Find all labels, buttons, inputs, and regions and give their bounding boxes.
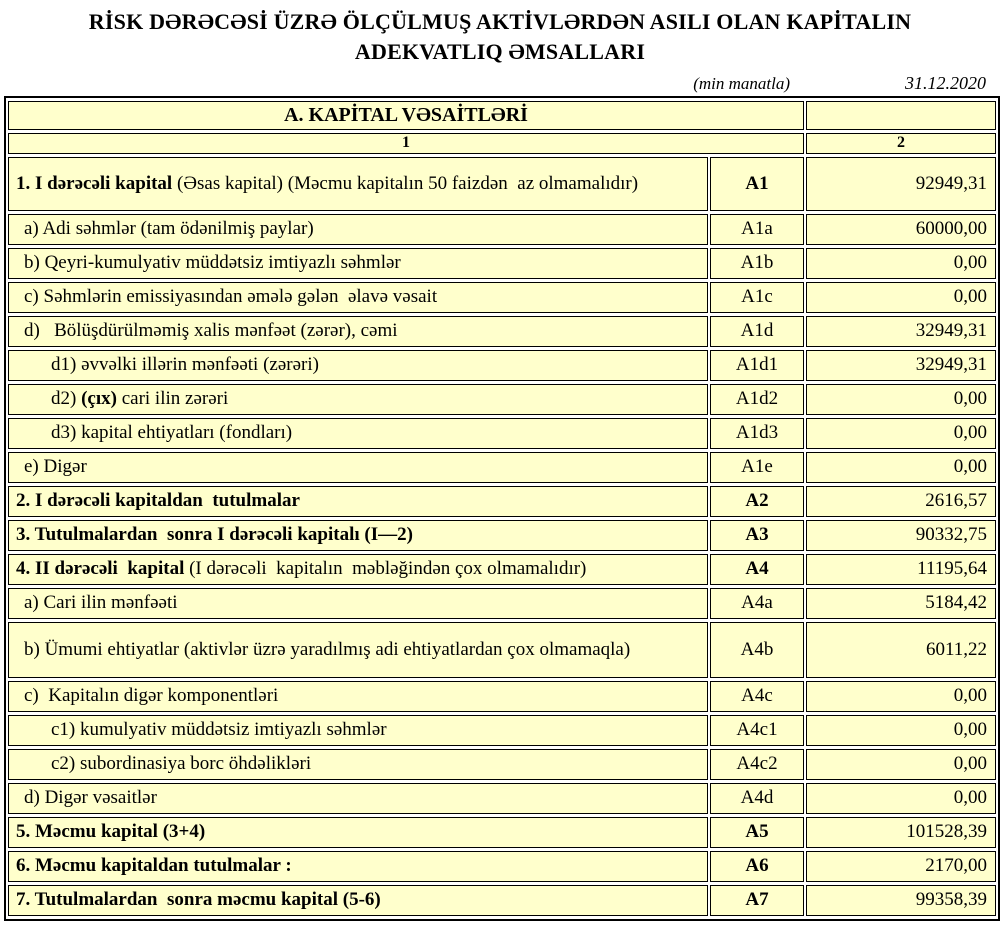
row-label-cell — [8, 248, 708, 279]
row-code-cell: A1d — [710, 316, 804, 347]
row-value-cell: 11195,64 — [806, 554, 996, 585]
row-label-cell — [8, 157, 708, 211]
row-code-cell: A1d1 — [710, 350, 804, 381]
row-label-segment: d1) əvvəlki illərin mənfəəti (zərəri) — [51, 354, 319, 376]
row-value-cell: 0,00 — [806, 715, 996, 746]
row-label-segment: d3) kapital ehtiyatları (fondları) — [51, 422, 293, 444]
row-value-cell: 0,00 — [806, 783, 996, 814]
row-code-cell: A4b — [710, 622, 804, 678]
row-label-cell — [8, 783, 708, 814]
row-label-cell — [8, 715, 708, 746]
table-row — [8, 214, 996, 245]
row-label-cell — [8, 316, 708, 347]
row-value-cell: 0,00 — [806, 749, 996, 780]
table-row — [8, 588, 996, 619]
section-header-row — [8, 101, 996, 130]
row-label-segment: a) Adi səhmlər (tam ödənilmiş paylar) — [24, 218, 314, 240]
table-row — [8, 851, 996, 882]
row-label-segment: c) Kapitalın digər komponentləri — [24, 685, 279, 707]
row-label-segment: 3. Tutulmalardan sonra I dərəcəli kapitalı (I—2) — [16, 524, 413, 546]
row-label-segment: e) Digər — [24, 456, 87, 478]
row-value-cell: 90332,75 — [806, 520, 996, 551]
row-code-cell: A1d3 — [710, 418, 804, 449]
row-label-cell — [8, 749, 708, 780]
capital-table-body — [8, 101, 996, 915]
row-label-segment: d) Digər vəsaitlər — [24, 787, 157, 809]
row-value-cell: 32949,31 — [806, 350, 996, 381]
row-value-cell: 0,00 — [806, 681, 996, 712]
row-label-segment: b) Qeyri-kumulyativ müddətsiz imtiyazlı səhmlər — [24, 252, 401, 274]
row-label-segment: (çıx) — [81, 388, 117, 410]
row-label-cell — [8, 622, 708, 678]
row-label-segment: b) Ümumi ehtiyatlar (aktivlər üzrə yaradılmış adi ehtiyatlardan çox olmamaqla) — [24, 638, 631, 660]
table-row — [8, 282, 996, 313]
table-row — [8, 681, 996, 712]
row-value-cell: 2616,57 — [806, 486, 996, 517]
row-value-cell: 6011,22 — [806, 622, 996, 678]
row-code-cell: A2 — [710, 486, 804, 517]
row-code-cell: A4c2 — [710, 749, 804, 780]
row-label-segment: 7. Tutulmalardan sonra məcmu kapital (5-6) — [16, 889, 381, 911]
row-label-cell — [8, 350, 708, 381]
row-label-cell — [8, 681, 708, 712]
row-code-cell: A1e — [710, 452, 804, 483]
table-row — [8, 783, 996, 814]
row-code-cell: A4c1 — [710, 715, 804, 746]
section-header-empty-cell — [806, 101, 996, 130]
row-label-cell — [8, 214, 708, 245]
row-label-cell — [8, 851, 708, 882]
row-value-cell: 0,00 — [806, 452, 996, 483]
page-title — [0, 7, 1000, 66]
table-row — [8, 885, 996, 916]
row-code-cell: A4 — [710, 554, 804, 585]
row-label-segment: 4. II dərəcəli kapital — [16, 558, 190, 580]
row-label-segment: 1. I dərəcəli kapital — [16, 172, 177, 194]
row-label-segment: 2. I dərəcəli kapitaldan tutulmalar — [16, 490, 300, 512]
row-value-cell: 92949,31 — [806, 157, 996, 211]
column-number-row — [8, 133, 996, 153]
row-label-cell — [8, 452, 708, 483]
row-value-cell: 0,00 — [806, 248, 996, 279]
row-label-cell — [8, 588, 708, 619]
table-row — [8, 452, 996, 483]
row-label-segment: c) Səhmlərin emissiyasından əmələ gələn əlavə vəsait — [24, 286, 438, 308]
report-date: 31.12.2020 — [905, 73, 986, 94]
row-code-cell: A6 — [710, 851, 804, 882]
row-value-cell: 5184,42 — [806, 588, 996, 619]
row-label-cell — [8, 885, 708, 916]
row-label-cell — [8, 554, 708, 585]
capital-table — [4, 96, 1000, 920]
row-label-segment: c1) kumulyativ müddətsiz imtiyazlı səhmlər — [51, 719, 387, 741]
row-value-cell: 0,00 — [806, 384, 996, 415]
table-row — [8, 486, 996, 517]
table-row — [8, 520, 996, 551]
row-code-cell: A1c — [710, 282, 804, 313]
table-row — [8, 817, 996, 848]
row-code-cell: A1a — [710, 214, 804, 245]
row-label-segment: (Əsas kapital) (Məcmu kapitalın 50 faizdən az olmamalıdır) — [176, 172, 639, 194]
row-label-segment: 6. Məcmu kapitaldan tutulmalar : — [16, 855, 292, 877]
row-code-cell: A4a — [710, 588, 804, 619]
row-code-cell: A3 — [710, 520, 804, 551]
row-label-cell — [8, 817, 708, 848]
row-value-cell: 0,00 — [806, 282, 996, 313]
row-label-segment: (I dərəcəli kapitalın məbləğindən çox olmamalıdır) — [189, 558, 587, 580]
table-row — [8, 622, 996, 678]
row-value-cell: 2170,00 — [806, 851, 996, 882]
row-label-cell — [8, 384, 708, 415]
row-label-segment: d2) — [51, 388, 82, 410]
table-row — [8, 554, 996, 585]
table-row — [8, 715, 996, 746]
table-row — [8, 248, 996, 279]
page-title-line2: ADEKVATLIQ ƏMSALLARI — [354, 38, 646, 64]
row-code-cell: A1 — [710, 157, 804, 211]
row-label-segment: d) Bölüşdürülməmiş xalis mənfəət (zərər), cəmi — [24, 320, 398, 342]
table-row — [8, 418, 996, 449]
meta-band — [0, 66, 1000, 96]
column-number-cell-left: 1 — [8, 133, 804, 153]
row-label-cell — [8, 520, 708, 551]
page-title-line1: RİSK DƏRƏCƏSİ ÜZRƏ ÖLÇÜLMUŞ AKTİVLƏRDƏN ASILI OLAN KAPİTALIN — [88, 9, 912, 34]
row-code-cell: A1b — [710, 248, 804, 279]
report-page — [0, 7, 1000, 947]
row-code-cell: A7 — [710, 885, 804, 916]
row-label-cell — [8, 418, 708, 449]
section-header-cell: A. KAPİTAL VƏSAİTLƏRİ — [8, 101, 804, 130]
row-label-segment: a) Cari ilin mənfəəti — [24, 592, 178, 614]
table-row — [8, 157, 996, 211]
row-value-cell: 99358,39 — [806, 885, 996, 916]
row-code-cell: A5 — [710, 817, 804, 848]
table-row — [8, 384, 996, 415]
row-code-cell: A1d2 — [710, 384, 804, 415]
row-label-segment: c2) subordinasiya borc öhdəlikləri — [51, 753, 312, 775]
table-row — [8, 749, 996, 780]
row-label-segment: 5. Məcmu kapital (3+4) — [16, 821, 206, 843]
row-value-cell: 60000,00 — [806, 214, 996, 245]
row-label-cell — [8, 282, 708, 313]
column-number-cell-right: 2 — [806, 133, 996, 153]
row-value-cell: 101528,39 — [806, 817, 996, 848]
row-label-segment: cari ilin zərəri — [116, 388, 229, 410]
row-code-cell: A4d — [710, 783, 804, 814]
row-value-cell: 0,00 — [806, 418, 996, 449]
row-value-cell: 32949,31 — [806, 316, 996, 347]
table-row — [8, 316, 996, 347]
table-row — [8, 350, 996, 381]
row-code-cell: A4c — [710, 681, 804, 712]
row-label-cell — [8, 486, 708, 517]
unit-note: (min manatla) — [693, 74, 790, 94]
